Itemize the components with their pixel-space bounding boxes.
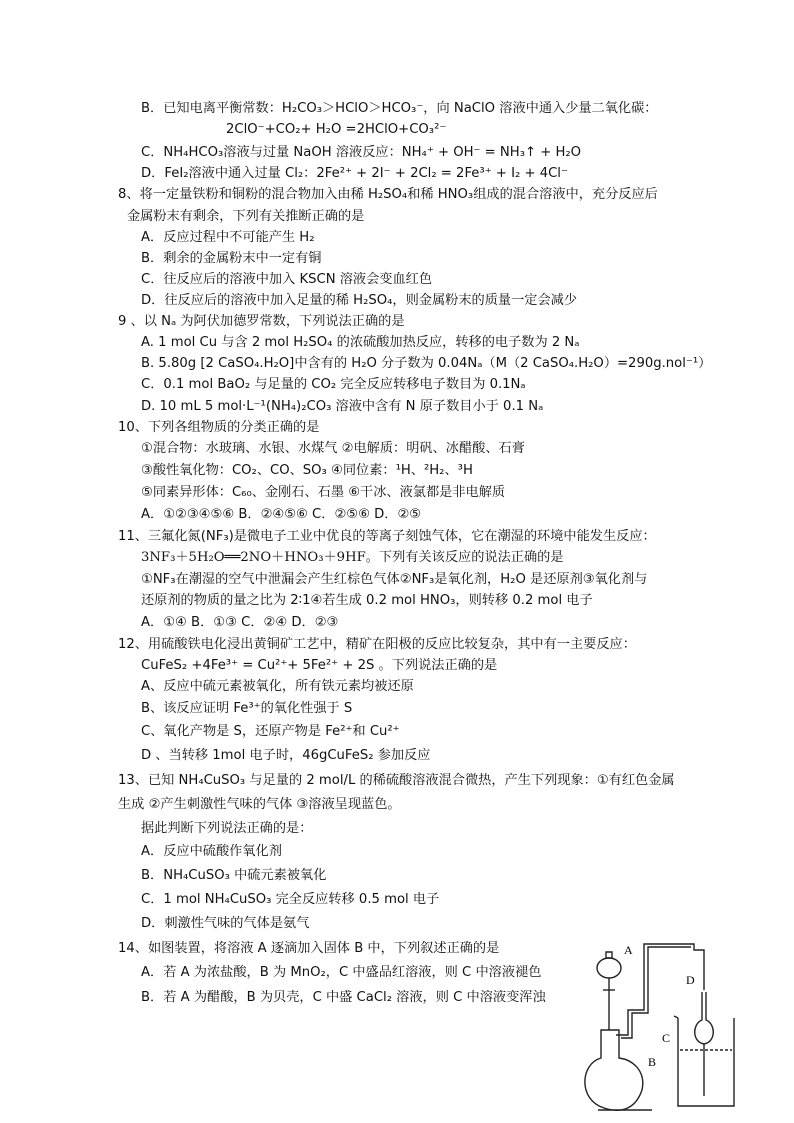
drying-tube-icon (695, 992, 714, 1044)
text-line: 据此判断下列说法正确的是： (141, 821, 313, 836)
text-line: 14、如图装置，将溶液 A 逐滴加入固体 B 中，下列叙述正确的是 (118, 941, 500, 956)
text-line: A．反应过程中不可能产生 H₂ (141, 230, 315, 245)
text-line: C．0.1 mol BaO₂ 与足量的 CO₂ 完全反应转移电子数目为 0.1Nₐ (141, 377, 526, 392)
text-line: 13、已知 NH₄CuSO₃ 与足量的 2 mol/L 的稀硫酸溶液混合微热，产生下列现象：①有红色金属 (118, 773, 675, 788)
text-line: D. 10 mL 5 mol·L⁻¹(NH₄)₂CO₃ 溶液中含有 N 原子数目小于 0.1 Nₐ (141, 399, 544, 414)
text-line: ③酸性氧化物：CO₂、CO、SO₃ ④同位素：¹H、²H₂、³H (141, 463, 473, 478)
text-line: 2ClO⁻+CO₂+ H₂O =2HClO+CO₃²⁻ (226, 122, 447, 137)
text-line: A. 1 mol Cu 与含 2 mol H₂SO₄ 的浓硫酸加热反应，转移的电子数为 2 Nₐ (141, 335, 580, 350)
text-line: CuFeS₂ +4Fe³⁺ = Cu²⁺+ 5Fe²⁺ + 2S 。下列说法正确的是 (141, 658, 498, 673)
text-line: 9 、以 Nₐ 为阿伏加德罗常数，下列说法正确的是 (118, 314, 405, 329)
text-line: B. 5.80g [2 CaSO₄.H₂O]中含有的 H₂O 分子数为 0.04Nₐ（M（2 CaSO₄.H₂O）=290g.nol⁻¹） (141, 356, 712, 371)
text-line: A．反应中硫酸作氧化剂 (141, 844, 282, 859)
separatory-funnel-icon (597, 958, 621, 978)
text-line: A．①④ B．①③ C．②④ D．②③ (141, 615, 339, 630)
text-line: B．NH₄CuSO₃ 中硫元素被氧化 (141, 868, 327, 883)
text-line: 3NF₃＋5H₂O══2NO＋HNO₃＋9HF。下列有关该反应的说法正确的是 (141, 550, 564, 565)
beaker-icon (678, 1018, 734, 1106)
text-line: 8、将一定量铁粉和铜粉的混合物加入由稀 H₂SO₄和稀 HNO₃组成的混合溶液中，充分反应后 (118, 187, 658, 202)
text-line: 11、三氟化氮(NF₃)是微电子工业中优良的等离子刻蚀气体，它在潮湿的环境中能发生反应： (118, 529, 656, 544)
text-line: D．FeI₂溶液中通入过量 Cl₂：2Fe²⁺ + 2I⁻ + 2Cl₂ = 2Fe³⁺ + I₂ + 4Cl⁻ (141, 166, 568, 181)
text-line: 12、用硫酸铁电化浸出黄铜矿工艺中，精矿在阳极的反应比较复杂，其中有一主要反应： (118, 637, 636, 652)
round-flask-icon (585, 1030, 643, 1110)
text-line: C、氧化产物是 S，还原产物是 Fe²⁺和 Cu²⁺ (141, 724, 400, 739)
text-line: D 、当转移 1mol 电子时，46gCuFeS₂ 参加反应 (141, 748, 431, 763)
delivery-tube-icon (616, 944, 704, 1035)
label-c: C (662, 1031, 671, 1045)
label-b: B (648, 1055, 657, 1069)
text-line: D．刺激性气味的气体是氨气 (141, 916, 310, 931)
text-line: A．若 A 为浓盐酸，B 为 MnO₂，C 中盛品红溶液，则 C 中溶液褪色 (141, 965, 542, 980)
text-line: A．①②③④⑤⑥ B．②④⑤⑥ C．②⑤⑥ D．②⑤ (141, 507, 422, 522)
text-line: C．往反应后的溶液中加入 KSCN 溶液会变血红色 (141, 272, 433, 287)
lab-apparatus-figure (574, 930, 774, 1120)
text-line: A、反应中硫元素被氧化，所有铁元素均被还原 (141, 679, 414, 694)
text-line: 10、下列各组物质的分类正确的是 (118, 420, 320, 435)
label-d: D (686, 973, 695, 987)
text-line: 还原剂的物质的量之比为 2∶1④若生成 0.2 mol HNO₃，则转移 0.2 mol 电子 (141, 593, 593, 608)
text-line: B．若 A 为醋酸，B 为贝壳，C 中盛 CaCl₂ 溶液，则 C 中溶液变浑浊 (141, 990, 546, 1005)
text-line: 生成 ②产生刺激性气味的气体 ③溶液呈现蓝色。 (118, 797, 401, 812)
text-line: B．剩余的金属粉末中一定有铜 (141, 251, 322, 266)
text-line: C．NH₄HCO₃溶液与过量 NaOH 溶液反应：NH₄⁺ + OH⁻ = NH₃↑ + H₂O (141, 145, 582, 160)
text-line: 金属粉末有剩余，下列有关推断正确的是 (127, 209, 365, 224)
text-line: ⑤同素异形体：C₆₀、金刚石、石墨 ⑥干冰、液氯都是非电解质 (141, 485, 506, 500)
text-line: ①NF₃在潮湿的空气中泄漏会产生红棕色气体②NF₃是氧化剂，H₂O 是还原剂③氧化剂与 (141, 572, 648, 587)
label-a: A (624, 943, 633, 957)
text-line: B、该反应证明 Fe³⁺的氧化性强于 S (141, 701, 353, 716)
text-line: B．已知电离平衡常数：H₂CO₃＞HClO＞HCO₃⁻，向 NaClO 溶液中通入少量二氧化碳： (141, 101, 658, 116)
text-line: D．往反应后的溶液中加入足量的稀 H₂SO₄，则金属粉末的质量一定会减少 (141, 293, 578, 308)
text-line: ①混合物：水玻璃、水银、水煤气 ②电解质：明矾、冰醋酸、石膏 (141, 441, 525, 456)
text-line: C．1 mol NH₄CuSO₃ 完全反应转移 0.5 mol 电子 (141, 892, 440, 907)
